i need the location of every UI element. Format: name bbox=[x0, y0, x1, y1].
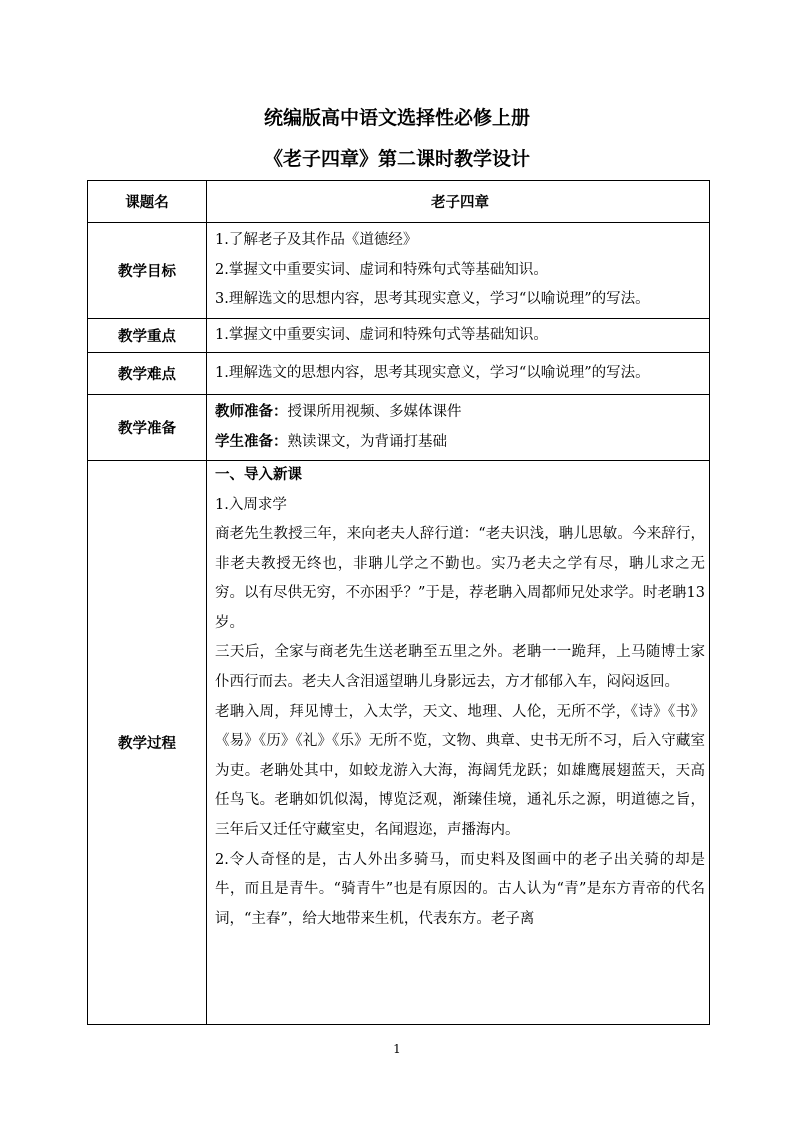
teacher-preparation-label: 教师准备： bbox=[215, 404, 288, 420]
key-points-text: 1.掌握文中重要实词、虚词和特殊句式等基础知识。 bbox=[215, 326, 548, 343]
section-heading-text: 一、导入新课 bbox=[215, 467, 302, 483]
section-heading bbox=[215, 461, 705, 491]
key-points-value bbox=[207, 319, 710, 353]
difficulties-value bbox=[207, 353, 710, 395]
row-process bbox=[88, 461, 710, 1025]
sub-heading: 1.入周求学 bbox=[215, 496, 287, 513]
row-key-points bbox=[88, 319, 710, 353]
student-preparation bbox=[215, 428, 705, 458]
difficulties-text: 1.理解选文的思想内容，思考其现实意义，学习“以喻说理”的写法。 bbox=[215, 364, 650, 381]
student-preparation-label: 学生准备： bbox=[215, 433, 288, 450]
row-difficulties bbox=[88, 353, 710, 395]
preparation-value bbox=[207, 395, 710, 461]
goal-item: 2.掌握文中重要实词、虚词和特殊句式等基础知识。 bbox=[215, 261, 548, 278]
topic-value: 老子四章 bbox=[207, 181, 710, 223]
process-paragraph: 三天后，全家与商老先生送老聃至五里之外。老聃一一跪拜，上马随博士家仆西行而去。老夫人含泪遥望聃儿身影远去，方才郁郁入车，闷闷返回。 bbox=[215, 644, 705, 690]
goal-item: 3.理解选文的思想内容，思考其现实意义，学习“以喻说理”的写法。 bbox=[215, 291, 650, 308]
process-label: 教学过程 bbox=[88, 461, 207, 1025]
document-title-line1: 统编版高中语文选择性必修上册 bbox=[263, 107, 530, 129]
process-paragraph: 2.令人奇怪的是，古人外出多骑马，而史料及图画中的老子出关骑的却是牛，而且是青牛。“骑青牛”也是有原因的。古人认为“青”是东方青帝的代名词，“主春”，给大地带来生机，代表东方。老子离 bbox=[215, 851, 705, 927]
topic-label: 课题名 bbox=[88, 181, 207, 223]
teacher-preparation bbox=[215, 398, 705, 428]
process-paragraph: 老聃入周，拜见博士，入太学，天文、地理、人伦，无所不学，《诗》《书》《易》《历》《礼》《乐》无所不览，文物、典章、史书无所不习，后入守藏室为吏。老聃处其中，如蛟龙游入大海，海阔凭龙跃；如雄鹰展翅蓝天，天高任鸟飞。老聃如饥似渴，博览泛观，渐臻佳境，通礼乐之源，明道德之旨，三年后又迁任守藏室史，名闻遐迩，声播海内。 bbox=[215, 703, 705, 838]
row-goals bbox=[88, 223, 710, 319]
document-title-line2: 《老子四章》第二课时教学设计 bbox=[263, 148, 530, 170]
process-value bbox=[207, 461, 710, 1025]
goal-item: 1.了解老子及其作品《道德经》 bbox=[215, 232, 418, 249]
goals-value bbox=[207, 223, 710, 319]
goals-label: 教学目标 bbox=[88, 223, 207, 319]
key-points-label: 教学重点 bbox=[88, 319, 207, 353]
difficulties-label: 教学难点 bbox=[88, 353, 207, 395]
page-number: 1 bbox=[393, 1042, 401, 1056]
row-preparation bbox=[88, 395, 710, 461]
lesson-plan-table bbox=[87, 180, 710, 1025]
student-preparation-text: 熟读课文，为背诵打基础 bbox=[287, 433, 447, 450]
teacher-preparation-text: 授课所用视频、多媒体课件 bbox=[287, 404, 462, 420]
process-paragraph: 商老先生教授三年，来向老夫人辞行道：“老夫识浅，聃儿思敏。今来辞行，非老夫教授无终也，非聃儿学之不勤也。实乃老夫之学有尽，聃儿求之无穷。以有尽供无穷，不亦困乎？”于是，荐老聃入周都师兄处求学。时老聃13岁。 bbox=[215, 526, 705, 631]
row-topic bbox=[88, 181, 710, 223]
preparation-label: 教学准备 bbox=[88, 395, 207, 461]
